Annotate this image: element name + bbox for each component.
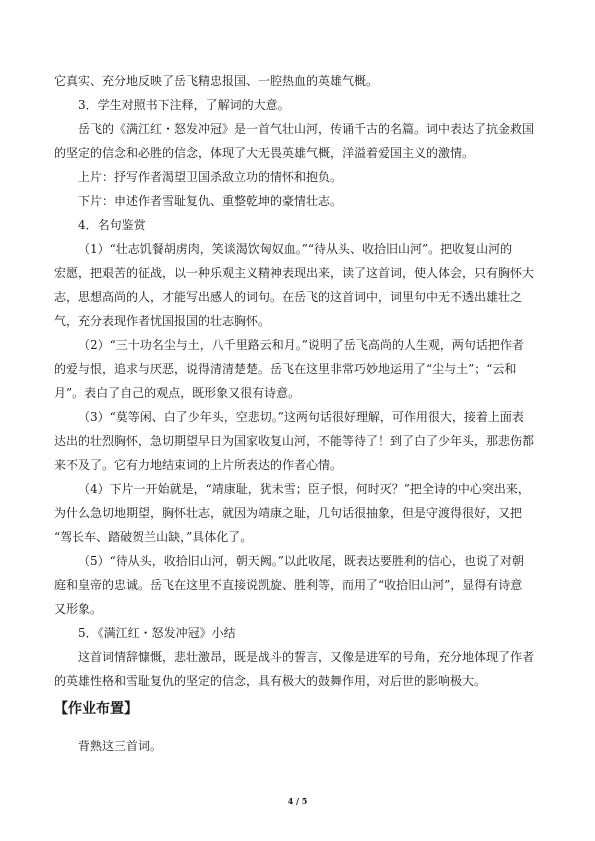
body-line: 的爱与恨，追求与厌恶，说得清清楚楚。岳飞在这里非常巧妙地运用了“尘与土”；“云和 [54, 362, 517, 376]
body-line: 宏愿，把艰苦的征战，以一种乐观主义精神表现出来，读了这首词，使人体会，只有胸怀大 [54, 266, 535, 280]
body-line: 的坚定的信念和必胜的信念，体现了大无畏英雄气概，洋溢着爱国主义的激情。 [54, 146, 475, 160]
body-line: （5）“待从头，收拾旧山河，朝天阙。”以此收尾，既表达要胜利的信心，也说了对朝 [78, 554, 524, 568]
body-line: （4）下片一开始就是，“靖康耻，犹未雪；臣子恨，何时灭？”把全诗的中心突出来， [78, 482, 530, 496]
body-line: 志，思想高尚的人，才能写出感人的词句。在岳飞的这首词中，词里句中无不透出雄壮之 [54, 290, 523, 304]
body-line: 下片：申述作者雪耻复仇、重整乾坤的豪情壮志。 [78, 194, 343, 208]
body-line: 月”。表白了自己的观点，既形象又很有诗意。 [54, 386, 301, 400]
body-line: （1）“壮志饥餐胡虏肉，笑谈渴饮匈奴血。”“待从头、收拾旧山河”。把收复山河的 [78, 242, 513, 256]
body-line: 气，充分表现作者忧国报国的壮志胸怀。 [54, 314, 271, 328]
body-line: 又形象。 [54, 602, 103, 616]
body-line: （2）“三十功名尘与土，八千里路云和月。”说明了岳飞高尚的人生观，两句话把作者 [78, 338, 524, 352]
section-heading: 4．名句鉴赏 [78, 218, 146, 232]
body-line: 岳飞的《满江红・怒发冲冠》是一首气壮山河，传诵千古的名篇。词中表达了抗金救国 [78, 122, 535, 136]
body-line: 庭和皇帝的忠诚。岳飞在这里不直接说凯旋、胜利等，而用了“收拾旧山河”，显得有诗意 [54, 578, 523, 592]
body-line: 达出的壮烈胸怀，急切期望早日为国家收复山河，不能等待了！到了白了少年头，那悲伤都 [54, 434, 535, 448]
page-number: 4 / 5 [287, 796, 308, 806]
section-heading: 5．《满江红・怒发冲冠》小结 [78, 626, 236, 640]
body-line: 它真实、充分地反映了岳飞精忠报国、一腔热血的英雄气概。 [54, 74, 379, 88]
body-line: 这首词情辞慷慨，悲壮激昂，既是战斗的誓言，又像是进军的号角，充分地体现了作者 [78, 650, 535, 664]
body-line: 3．学生对照书下注释，了解词的大意。 [78, 98, 290, 112]
homework-text: 背熟这三首词。 [78, 739, 163, 753]
body-line: 为什么急切地期望，胸怀壮志，就因为靖康之耻，几句话很抽象，但是守渡得很好，又把 [54, 506, 523, 520]
homework-heading: 【作业布置】 [54, 701, 138, 717]
body-line: 的英雄性格和雪耻复仇的坚定的信念，具有极大的鼓舞作用，对后世的影响极大。 [54, 674, 487, 688]
body-line: “驾长车、踏破贺兰山缺，”具体化了。 [54, 530, 253, 544]
body-line: 来不及了。它有力地结束词的上片所表达的作者心情。 [54, 458, 343, 472]
body-line: （3）“莫等闲、白了少年头，空悲切。”这两句话很好理解，可作用很大，接着上面表 [78, 410, 524, 424]
body-line: 上片：抒写作者渴望卫国杀敌立功的情怀和抱负。 [78, 170, 343, 184]
